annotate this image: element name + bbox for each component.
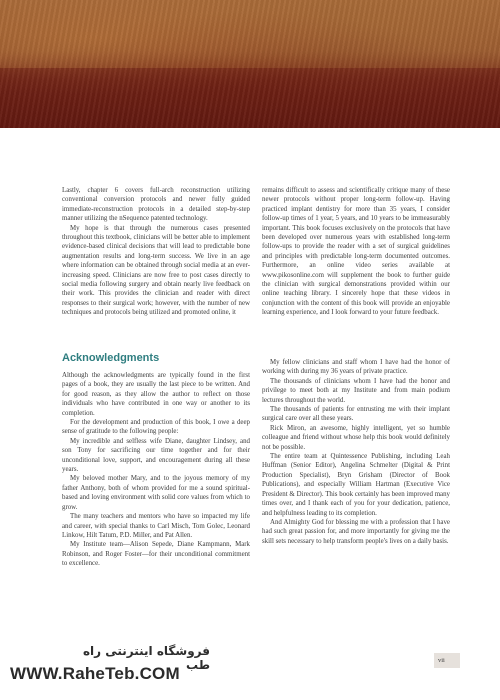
paragraph: My Institute team—Alison Sepede, Diane Kampmann, Mark Robinson, and Roger Foster—for their unconditional commitment to excellence. — [62, 541, 250, 568]
paragraph: Rick Miron, an awesome, highly intelligent, yet so humble colleague and friend without whose help this book would definitely not be possible. — [262, 424, 450, 451]
paragraph: The thousands of clinicians whom I have had the honor and privilege to meet both at my Institute and from main podium lectures throughout the world. — [262, 377, 450, 404]
paragraph: My beloved mother Mary, and to the joyous memory of my father Anthony, both of whom provided for me a sound spiritual-based and loving environment with solid core values from which to grow. — [62, 475, 250, 511]
watermark-persian: فروشگاه اینترنتی راه طب — [82, 644, 210, 672]
paragraph: My fellow clinicians and staff whom I have had the honor of working with during my 36 years of private practice. — [262, 359, 450, 376]
paragraph: Lastly, chapter 6 covers full-arch reconstruction utilizing conventional conversion protocols and newer fully guided immediate-reconstruction protocols in a detailed step-by-step manner utilizing the nSequence patented technology. — [62, 187, 250, 223]
column-left-top — [62, 186, 250, 318]
watermark-url: WWW.RaheTeb.COM — [10, 664, 180, 683]
column-right-bottom — [262, 358, 450, 546]
page-number: vii — [438, 657, 445, 664]
paragraph: The thousands of patients for entrusting me with their implant surgical care over all these years. — [262, 406, 450, 423]
banner-texture — [0, 0, 500, 128]
paragraph: remains difficult to assess and scientifically critique many of these newer protocols without proper long-term follow-up. Having practiced implant dentistry for more than 35 years, I consider follow-up times of 1 year, 5 years, and 10 years to be immeasurably important. This book focuses exclusively on the protocols that have been developed over numerous years with established long-term follow-ups to provide the reader with a set of surgical guidelines and principles with predictable long-term documented outcomes. Furthermore, an online video series available at www.pikosonline.com will supplement the book to further guide the clinician with surgical demonstrations provided within our online teaching library. I sincerely hope that these videos in conjunction with the content of this book will provide an enjoyable learning experience, and I look forward to your future feedback. — [262, 187, 450, 317]
paragraph: The many teachers and mentors who have so impacted my life and career, with special thanks to Carl Misch, Tom Golec, Leonard Linkow, Hilt Tatum, P.D. Miller, and Pat Allen. — [62, 513, 250, 539]
paragraph: And Almighty God for blessing me with a profession that I have had such great passion for, and more importantly for giving me the skill sets necessary to help transform people's lives on a daily basis. — [262, 518, 450, 545]
paragraph: My hope is that through the numerous cases presented throughout this textbook, clinicians will be better able to implement evidence-based clinical decisions that will lead to predictable bone augmentation results and long-term success. We live in an age where information can be obtained through social media at an ever-increasing speed. Clinicians are now free to post cases directly to social media following surgery and obtain nearly live feedback on their work. This provides the clinician and reader with direct responses to their surgical work; however, with the number of new techniques and protocols being utilized and promoted online, it — [62, 224, 250, 317]
paragraph: The entire team at Quintessence Publishing, including Leah Huffman (Senior Editor), Angelina Schmelter (Digital & Print Production Specialist), Bryn Grisham (Director of Book Publications), and especially William Hartman (Executive Vice President & Director). This book certainly has been improved many times over, and I thank each of you for your dedication, patience, and helpfulness leading to its completion. — [262, 453, 450, 517]
paragraph: Although the acknowledgments are typically found in the first pages of a book, they are usually the last piece to be written. And for good reason, as they allow the author to reflect on those individuals who have contributed in one way or another to its completion. — [62, 372, 250, 417]
column-left-bottom — [62, 371, 250, 569]
paragraph: My incredible and selfless wife Diane, daughter Lindsey, and son Tony for sacrificing our time together and for their unconditional love, support, and encouragement during all these years. — [62, 437, 250, 474]
column-right-top — [262, 186, 450, 318]
paragraph: For the development and production of this book, I owe a deep sense of gratitude to the following people: — [62, 419, 250, 436]
section-heading: Acknowledgments — [62, 352, 160, 364]
header-banner — [0, 0, 500, 128]
